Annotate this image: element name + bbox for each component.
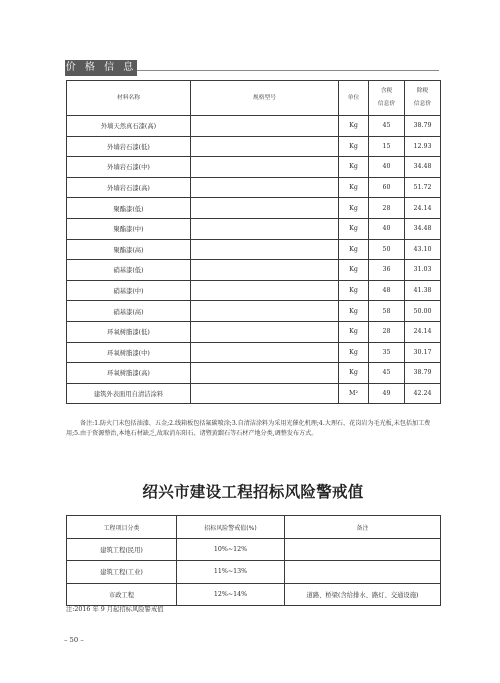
col-header-tax-excl-line1: 除税 [416, 88, 429, 94]
page-number: – 50 – [64, 636, 84, 644]
col-header-material: 材料名称 [67, 81, 191, 116]
table-row [67, 363, 441, 384]
tax-excl-price-cell: 34.48 [405, 157, 441, 178]
spec-cell [191, 218, 339, 239]
unit-cell: Kg [339, 239, 369, 260]
risk-section-title: 绍兴市建设工程招标风险警戒值 [142, 483, 364, 501]
material-name-cell: 建筑外表面用自清洁涂料 [67, 383, 191, 404]
tax-incl-price-cell: 36 [369, 260, 405, 281]
col-header-category: 工程项目分类 [67, 516, 177, 539]
tax-incl-price-cell: 48 [369, 280, 405, 301]
material-name-cell: 环氧树脂漆(高) [67, 363, 191, 384]
tax-incl-price-cell: 58 [369, 301, 405, 322]
table-row [67, 383, 441, 404]
material-name-cell: 硝基漆(中) [67, 280, 191, 301]
risk-value-cell: 11%~13% [177, 561, 285, 583]
unit-cell: Kg [339, 136, 369, 157]
tax-excl-price-cell: 38.79 [405, 116, 441, 137]
unit-cell: M² [339, 383, 369, 404]
table-row [67, 177, 441, 198]
material-name-cell: 硝基漆(低) [67, 260, 191, 281]
spec-cell [191, 342, 339, 363]
tax-excl-price-cell: 31.03 [405, 260, 441, 281]
risk-value-cell: 10%~12% [177, 539, 285, 561]
unit-cell: Kg [339, 116, 369, 137]
unit-cell: Kg [339, 260, 369, 281]
spec-cell [191, 383, 339, 404]
unit-cell: Kg [339, 363, 369, 384]
spec-cell [191, 321, 339, 342]
table-row [67, 561, 441, 583]
unit-cell: Kg [339, 157, 369, 178]
table-row [67, 539, 441, 561]
table-row [67, 157, 441, 178]
tax-excl-price-cell: 24.14 [405, 321, 441, 342]
section-divider [137, 70, 439, 71]
section-tag: 价 格 信 息 [65, 60, 137, 76]
category-cell: 建筑工程(民用) [67, 539, 177, 561]
table-row [67, 198, 441, 219]
col-header-tax-excl [405, 81, 441, 116]
remark-cell [285, 561, 441, 583]
material-name-cell: 外墙岩石漆(中) [67, 157, 191, 178]
tax-incl-price-cell: 45 [369, 363, 405, 384]
unit-cell: Kg [339, 177, 369, 198]
material-name-cell: 硝基漆(高) [67, 301, 191, 322]
table-row [67, 583, 441, 605]
tax-incl-price-cell: 60 [369, 177, 405, 198]
unit-cell: Kg [339, 342, 369, 363]
remark-cell: 道路、桥梁(含给排水、路灯、交通设施) [285, 583, 441, 605]
col-header-remark: 备注 [285, 516, 441, 539]
tax-excl-price-cell: 12.93 [405, 136, 441, 157]
col-header-tax-incl-line2: 信息价 [377, 101, 396, 107]
category-cell: 市政工程 [67, 583, 177, 605]
table-row [67, 280, 441, 301]
table-row [67, 116, 441, 137]
unit-cell: Kg [339, 301, 369, 322]
col-header-tax-incl [369, 81, 405, 116]
col-header-risk-value: 招标风险警戒值(%) [177, 516, 285, 539]
risk-value-cell: 12%~14% [177, 583, 285, 605]
remark-cell [285, 539, 441, 561]
table-row [67, 301, 441, 322]
material-name-cell: 聚酯漆(低) [67, 198, 191, 219]
tax-incl-price-cell: 49 [369, 383, 405, 404]
risk-note: 注:2016 年 9 月起招标风险警戒值 [66, 606, 164, 613]
material-name-cell: 外墙岩石漆(低) [67, 136, 191, 157]
unit-cell: Kg [339, 280, 369, 301]
material-name-cell: 聚酯漆(高) [67, 239, 191, 260]
table-row [67, 260, 441, 281]
material-name-cell: 外墙天然真石漆(高) [67, 116, 191, 137]
spec-cell [191, 363, 339, 384]
col-header-tax-excl-line2: 信息价 [413, 101, 432, 107]
unit-cell: Kg [339, 218, 369, 239]
spec-cell [191, 280, 339, 301]
price-table [66, 80, 441, 404]
col-header-spec: 规格型号 [191, 81, 339, 116]
table-row [67, 239, 441, 260]
material-name-cell: 外墙岩石漆(高) [67, 177, 191, 198]
col-header-unit: 单位 [339, 81, 369, 116]
tax-incl-price-cell: 50 [369, 239, 405, 260]
tax-excl-price-cell: 50.00 [405, 301, 441, 322]
tax-excl-price-cell: 43.10 [405, 239, 441, 260]
material-name-cell: 聚酯漆(中) [67, 218, 191, 239]
tax-incl-price-cell: 40 [369, 157, 405, 178]
tax-incl-price-cell: 15 [369, 136, 405, 157]
tax-excl-price-cell: 41.38 [405, 280, 441, 301]
unit-cell: Kg [339, 321, 369, 342]
table-row [67, 321, 441, 342]
col-header-tax-incl-line1: 含税 [380, 88, 393, 94]
spec-cell [191, 177, 339, 198]
spec-cell [191, 301, 339, 322]
tax-incl-price-cell: 45 [369, 116, 405, 137]
spec-cell [191, 239, 339, 260]
tax-excl-price-cell: 38.79 [405, 363, 441, 384]
price-note: 备注:1.防火门未包括油漆、五金;2.线箱板包括氟碳喷涂;3.自清洁涂料为采用光催化机理;4.大理石、花岗岩为毛光板,未包括加工费用;5.由于资源整治,本地石材缺乏,故取消东阳石、诸暨黄蹓石等石材产地分类,调整发布方式。 [66, 420, 431, 438]
tax-excl-price-cell: 34.48 [405, 218, 441, 239]
tax-excl-price-cell: 30.17 [405, 342, 441, 363]
tax-excl-price-cell: 51.72 [405, 177, 441, 198]
price-table-header [67, 81, 441, 116]
tax-incl-price-cell: 28 [369, 198, 405, 219]
spec-cell [191, 157, 339, 178]
category-cell: 建筑工程(工业) [67, 561, 177, 583]
unit-cell: Kg [339, 198, 369, 219]
material-name-cell: 环氧树脂漆(中) [67, 342, 191, 363]
risk-table-header [67, 516, 441, 539]
spec-cell [191, 198, 339, 219]
tax-incl-price-cell: 35 [369, 342, 405, 363]
risk-table [66, 515, 441, 606]
spec-cell [191, 136, 339, 157]
tax-incl-price-cell: 40 [369, 218, 405, 239]
material-name-cell: 环氧树脂漆(低) [67, 321, 191, 342]
table-row [67, 136, 441, 157]
spec-cell [191, 116, 339, 137]
tax-incl-price-cell: 28 [369, 321, 405, 342]
table-row [67, 342, 441, 363]
table-row [67, 218, 441, 239]
tax-excl-price-cell: 42.24 [405, 383, 441, 404]
tax-excl-price-cell: 24.14 [405, 198, 441, 219]
spec-cell [191, 260, 339, 281]
